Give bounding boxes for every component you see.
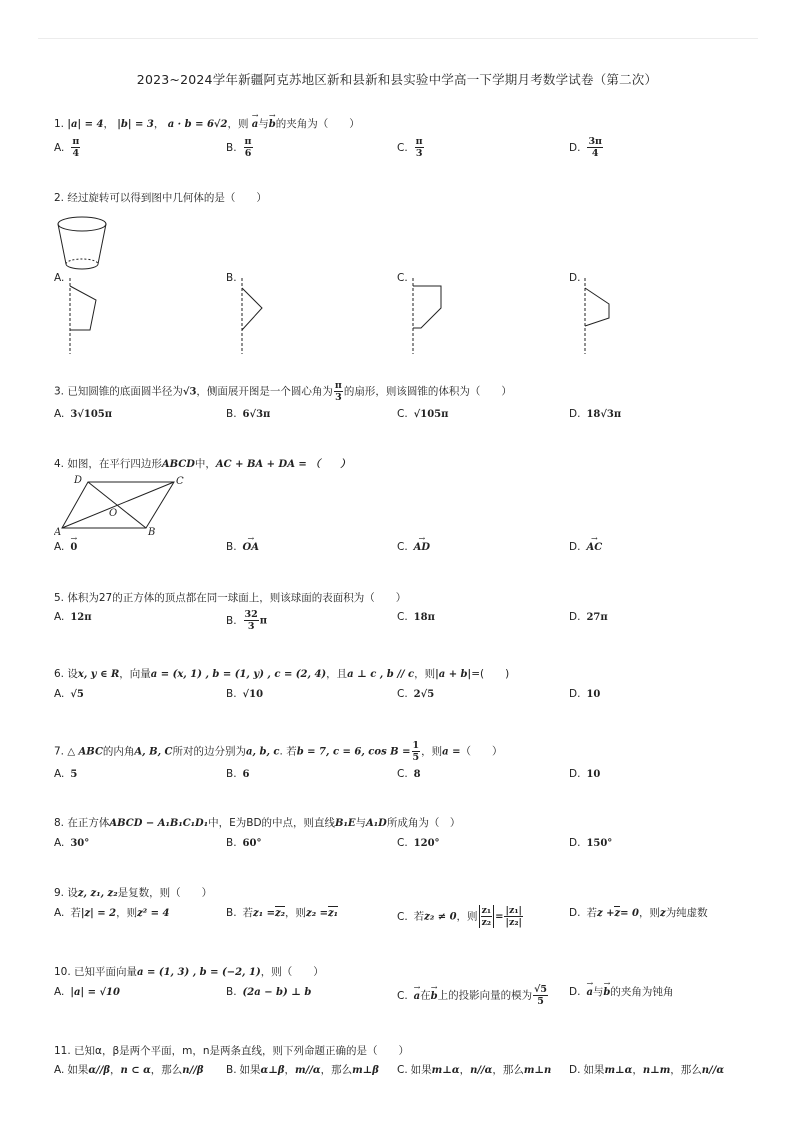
option-c[interactable] (397, 686, 434, 703)
question-9-stem (54, 885, 744, 902)
option-a[interactable] (54, 609, 92, 626)
fraction: $\frac{\pi}{3}$ (334, 380, 342, 403)
option-label: D. (569, 907, 581, 919)
fraction: $\frac{\text{z₁}}{\text{z₂}}$ (479, 905, 495, 928)
option-a[interactable]: A. 若|z| = 2，则z² = 4 (54, 907, 170, 919)
question-4 (54, 456, 744, 561)
stem-text: 在正方体 (67, 817, 110, 829)
stem-text: =( ) (471, 668, 510, 680)
fraction: $\frac{\pi}{4}$ (72, 136, 80, 159)
question-number: 7. (54, 745, 65, 758)
option-label: C. (397, 910, 408, 923)
stem-text: ，则 (414, 668, 436, 680)
question-number: 6. (54, 668, 65, 680)
question-2-stem (54, 190, 744, 206)
option-b[interactable] (226, 406, 270, 423)
stem-text: 所成角为（ ） (386, 817, 461, 829)
option-c[interactable]: C. 若z₂ ≠ 0，则 $\frac{\text{z₁}}{\text{z₂}}$ = $\frac{\text{|z₁|}}{\text{|z₂|}}$ (397, 905, 522, 928)
fraction: $\frac{3\pi}{4}$ (588, 136, 603, 159)
math-expression: A₁D (366, 818, 387, 829)
math-expression: z, z₁, z₂ (77, 888, 118, 899)
option-value: 8 (413, 769, 421, 780)
option-label: B. (226, 768, 237, 780)
option-label: C. (397, 408, 408, 420)
stem-text: （ ） (460, 745, 503, 758)
stem-text: 中，E为BD的中点，则直线 (208, 817, 336, 829)
question-number: 5. (54, 592, 65, 604)
option-label: A. (54, 541, 65, 553)
option-b[interactable] (226, 686, 263, 703)
math-expression: √3 (182, 386, 197, 398)
option-c[interactable] (397, 539, 430, 556)
option-d[interactable] (569, 686, 600, 703)
option-label: C. (397, 141, 408, 154)
option-value: π (259, 615, 268, 627)
question-6-stem (54, 666, 744, 683)
option-label: D. (569, 768, 581, 780)
option-value: 2√5 (413, 689, 435, 700)
math-expression: |a + b| (435, 669, 472, 680)
option-d[interactable] (569, 539, 602, 556)
math-expression: ABCD (161, 459, 195, 470)
stem-text: 已知α，β是两个平面，m，n是两条直线，则下列命题正确的是（ ） (74, 1045, 410, 1057)
stem-text: 设 (67, 668, 78, 680)
question-10 (54, 964, 744, 1014)
option-label: C. (397, 272, 408, 284)
stem-text: ，侧面展开图是一个圆心角为 (196, 385, 333, 398)
option-label: A. (54, 1064, 65, 1076)
fraction: $\frac{1}{5}$ (412, 740, 420, 763)
math-expression: B₁E (335, 818, 356, 829)
question-11 (54, 1043, 744, 1084)
option-value: (2a − b) ⊥ b (242, 987, 312, 998)
option-b[interactable] (226, 984, 311, 1001)
question-3-options (54, 406, 744, 428)
stem-text: 体积为27的正方体的顶点都在同一球面上，则该球面的表面积为（ ） (67, 592, 407, 604)
option-value: 30° (70, 838, 90, 849)
option-label: B. (226, 541, 237, 553)
option-value: 150° (586, 838, 613, 849)
option-b[interactable]: B. 如果α⊥β，m//α，那么m⊥β (226, 1064, 379, 1076)
option-value: 27π (586, 612, 608, 623)
option-value: √10 (242, 689, 264, 700)
option-b[interactable]: B. 若z₁ =z₂，则z₂ =z₁ (226, 907, 339, 919)
math-expression: x, y ∈ R (77, 669, 120, 680)
question-3 (54, 380, 744, 428)
question-4-options (54, 539, 744, 561)
option-label: A. (54, 986, 65, 998)
option-d[interactable] (569, 766, 600, 783)
option-value: √5 (70, 689, 84, 700)
question-number: 9. (54, 887, 65, 899)
option-label: C. (397, 837, 408, 849)
stem-text: 的扇形，则该圆锥的体积为（ ） (343, 385, 512, 398)
label-d: D (74, 475, 83, 486)
option-label: A. (54, 272, 65, 284)
math-expression: a = (1, 3) , b = (−2, 1) (137, 967, 261, 978)
option-a[interactable] (54, 984, 120, 1001)
question-7 (54, 740, 744, 788)
option-c[interactable] (397, 835, 440, 852)
option-b[interactable] (226, 136, 254, 159)
option-value: 18π (413, 612, 435, 623)
stem-text: ，则（ ） (260, 966, 324, 978)
option-label: C. (397, 989, 408, 1002)
stem-text: ，且 (326, 668, 348, 680)
stem-text: ， (153, 118, 165, 130)
stem-text: 是复数，则（ ） (117, 887, 213, 899)
fraction: $\frac{\text{|z₁|}}{\text{|z₂|}}$ (505, 905, 522, 928)
option-value: 120° (413, 838, 440, 849)
question-number: 11. (54, 1045, 71, 1057)
shape-c-figure (397, 278, 457, 354)
question-6 (54, 666, 744, 708)
question-5-options (54, 609, 744, 635)
option-value: → 0 (70, 540, 77, 556)
stem-text: 的内角 (102, 745, 135, 758)
question-5-stem (54, 590, 744, 606)
stem-text: . 若 (279, 745, 297, 758)
option-label: B. (226, 688, 237, 700)
option-label: C. (397, 768, 408, 780)
label-a: A (54, 527, 62, 536)
question-8 (54, 815, 744, 857)
fraction: $\frac{√5}{5}$ (534, 984, 548, 1007)
option-a[interactable] (54, 136, 81, 159)
option-label: B. (226, 837, 237, 849)
question-number: 4. (54, 458, 65, 470)
option-d[interactable]: D.→ a与→ b的夹角为钝角 (569, 984, 673, 1001)
option-label: C. (397, 541, 408, 553)
question-10-options (54, 984, 744, 1014)
option-c[interactable] (397, 406, 448, 423)
option-label: D. (569, 272, 581, 284)
option-value: 60° (242, 838, 262, 849)
option-value: 5 (70, 769, 78, 780)
stem-text: 与 (258, 118, 269, 130)
question-10-stem (54, 964, 744, 981)
question-11-options (54, 1062, 744, 1084)
option-c[interactable] (397, 136, 425, 159)
stem-text: 所对的边分别为 (172, 745, 247, 758)
question-5 (54, 590, 744, 635)
option-value: 10 (586, 689, 601, 700)
stem-text: 经过旋转可以得到图中几何体的是（ ） (67, 192, 267, 204)
math-expression: |b| = 3 (117, 119, 154, 130)
option-label: A. (54, 141, 65, 154)
question-number: 10. (54, 966, 71, 978)
math-expression: A, B, C (134, 746, 173, 758)
vector-a: → a (252, 117, 258, 133)
option-value: 6√3π (242, 409, 271, 420)
option-c[interactable]: C.→ a在→ b上的投影向量的模为 $\frac{√5}{5}$ (397, 984, 549, 1007)
option-label: A. (54, 688, 65, 700)
fraction: $\frac{32}{3}$ (244, 609, 258, 632)
stem-text: 已知圆锥的底面圆半径为 (67, 385, 183, 398)
stem-text: ，则 (421, 745, 443, 758)
stem-text: 中， (194, 458, 216, 470)
stem-text: ，向量 (119, 668, 151, 680)
question-1-stem (54, 116, 744, 133)
option-label: B. (226, 408, 237, 420)
stem-text: 如图，在平行四边形 (67, 458, 162, 470)
question-7-stem (54, 740, 744, 763)
option-d[interactable]: D. 若z +z= 0，则z为纯虚数 (569, 907, 708, 919)
stem-text: ，则 (227, 118, 249, 130)
option-value: → AC (586, 540, 602, 556)
stem-text: 的夹角为（ ） (275, 118, 360, 130)
option-label: B. (226, 272, 237, 284)
option-d[interactable] (569, 609, 608, 626)
option-label: C. (397, 1064, 408, 1076)
option-d[interactable]: D. 如果m⊥α，n⊥m，那么n//α (569, 1064, 725, 1076)
option-label: B. (226, 141, 237, 154)
option-label: A. (54, 907, 65, 919)
option-b[interactable] (226, 835, 261, 852)
option-a[interactable] (54, 406, 112, 423)
question-number: 8. (54, 817, 65, 829)
option-a[interactable]: A. 如果α//β，n ⊂ α，那么n//β (54, 1064, 204, 1076)
label-o: O (109, 508, 118, 519)
stem-text: 已知平面向量 (74, 966, 138, 978)
question-7-options (54, 766, 744, 788)
option-d[interactable] (569, 835, 612, 852)
question-9-options (54, 905, 744, 935)
question-number: 2. (54, 192, 65, 204)
option-value: 3√105π (70, 409, 113, 420)
top-divider (38, 38, 758, 39)
option-b[interactable] (226, 539, 259, 556)
math-expression: ABCD − A₁B₁C₁D₁ (109, 818, 209, 829)
question-8-options (54, 835, 744, 857)
option-label: D. (569, 837, 581, 849)
question-8-stem (54, 815, 744, 832)
fraction: $\frac{\pi}{6}$ (244, 136, 252, 159)
option-label: D. (569, 1064, 581, 1076)
option-label: D. (569, 141, 581, 154)
question-11-stem (54, 1043, 744, 1059)
option-label: A. (54, 837, 65, 849)
vector-b: → b (269, 117, 276, 133)
option-a[interactable] (54, 539, 77, 556)
option-label: A. (54, 408, 65, 420)
option-a[interactable] (54, 686, 84, 703)
option-label: D. (569, 611, 581, 623)
option-value: 18√3π (586, 409, 622, 420)
shape-a-figure (54, 278, 114, 354)
option-b[interactable] (226, 609, 267, 632)
question-1-options (54, 136, 744, 162)
stem-text: 设 (67, 887, 78, 899)
math-expression: a = (x, 1) , b = (1, y) , c = (2, 4) (150, 669, 327, 680)
option-c[interactable] (397, 609, 435, 626)
option-label: A. (54, 611, 65, 623)
question-2 (54, 190, 744, 352)
math-expression: a · b = 6√2 (167, 119, 228, 130)
option-value: 12π (70, 612, 92, 623)
option-label: D. (569, 986, 581, 998)
shape-b-figure (226, 278, 286, 354)
page-title: 2023~2024学年新疆阿克苏地区新和县新和县实验中学高一下学期月考数学试卷（第二次） (136, 72, 658, 87)
option-label: C. (397, 611, 408, 623)
option-label: D. (569, 541, 581, 553)
question-number: 1. (54, 118, 65, 130)
option-value: √105π (413, 409, 449, 420)
option-value: |a| = √10 (70, 987, 120, 998)
stem-text: ， (103, 118, 114, 130)
option-value: 10 (586, 769, 601, 780)
option-d[interactable] (569, 136, 604, 159)
question-9 (54, 885, 744, 935)
label-b: B (148, 527, 156, 536)
option-a[interactable] (54, 766, 77, 783)
shape-d-figure (569, 278, 629, 354)
question-3-stem (54, 380, 744, 403)
stem-text: 与 (355, 817, 367, 829)
option-a[interactable] (54, 835, 89, 852)
option-c[interactable] (397, 766, 421, 783)
math-expression: a ⊥ c , b // c (347, 669, 415, 680)
option-label: B. (226, 986, 237, 998)
question-number: 3. (54, 385, 65, 398)
question-2-options (54, 272, 744, 352)
option-d[interactable] (569, 406, 621, 423)
fraction: $\frac{\pi}{3}$ (415, 136, 423, 159)
option-label: A. (54, 768, 65, 780)
option-b[interactable] (226, 766, 250, 783)
option-label: D. (569, 408, 581, 420)
option-c[interactable]: C. 如果m⊥α，n//α，那么m⊥n (397, 1064, 552, 1076)
math-expression: |a| = 4 (67, 119, 104, 130)
math-expression: a = (442, 746, 461, 758)
math-expression: a, b, c (246, 746, 280, 758)
frustum-figure (54, 214, 114, 274)
question-1 (54, 116, 744, 162)
question-4-stem (54, 456, 744, 473)
math-expression: b = 7, c = 6, cos B = (296, 746, 411, 758)
option-value: 6 (242, 769, 250, 780)
question-6-options (54, 686, 744, 708)
option-label: D. (569, 688, 581, 700)
option-value: → OA (243, 540, 259, 556)
option-label: B. (226, 1064, 237, 1076)
option-value: → AD (414, 540, 430, 556)
option-label: B. (226, 614, 237, 627)
option-label: C. (397, 688, 408, 700)
label-c: C (176, 476, 184, 487)
parallelogram-figure (54, 474, 184, 536)
math-expression: AC + BA + DA = （ ） (215, 459, 351, 470)
math-expression: △ ABC (67, 746, 103, 758)
option-label: B. (226, 907, 237, 919)
